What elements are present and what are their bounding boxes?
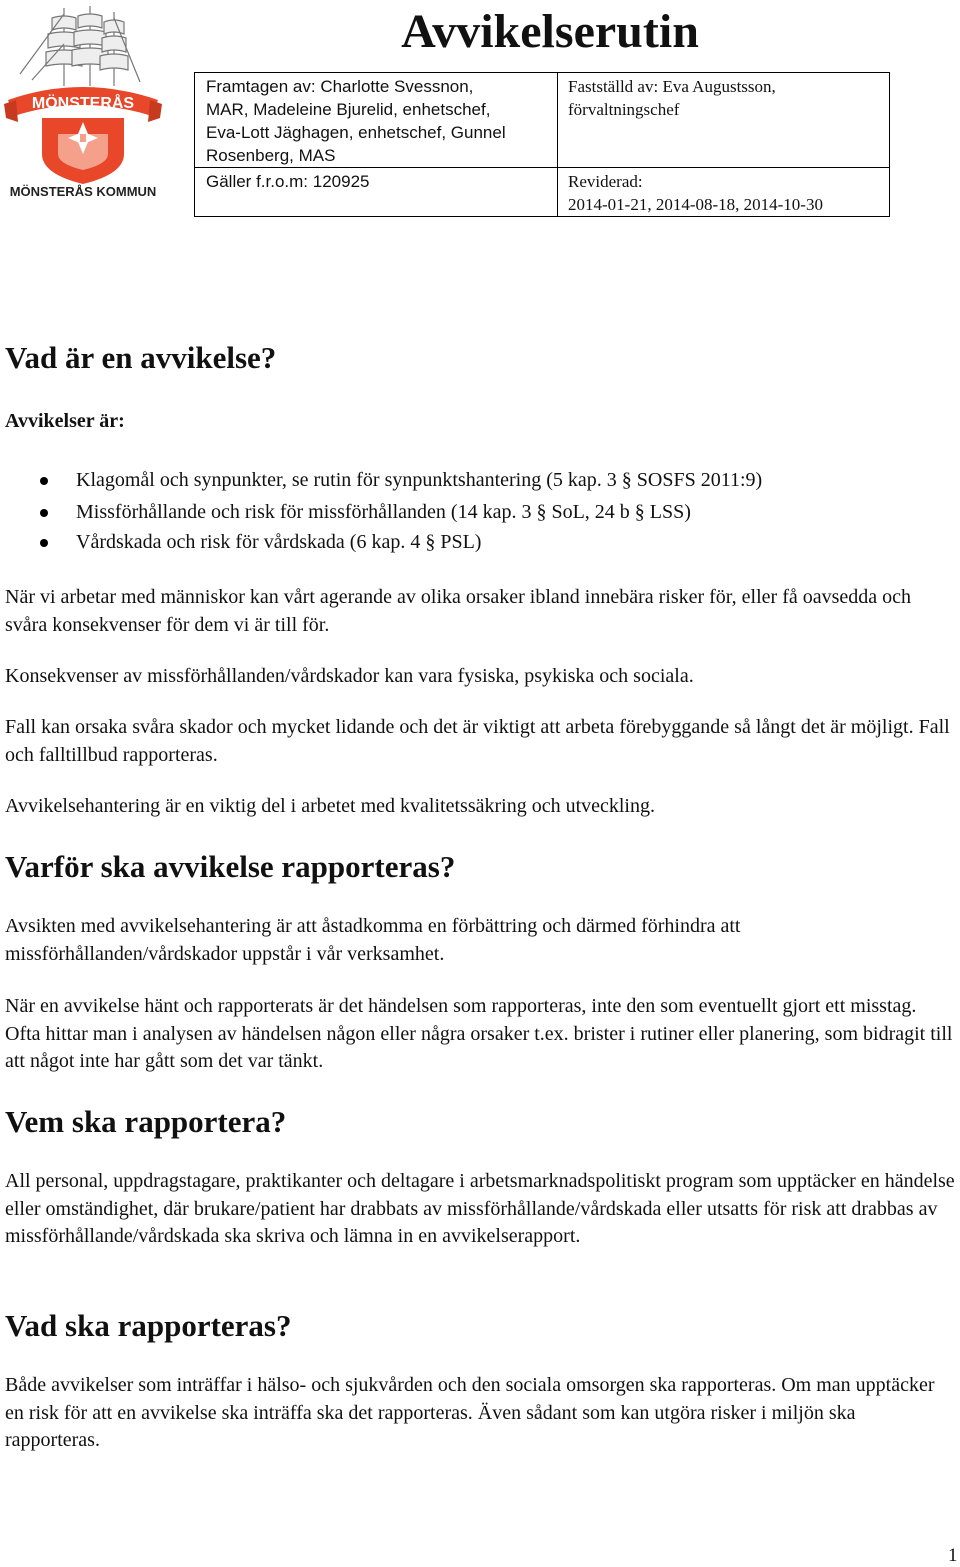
- logo-subtitle: MÖNSTERÅS KOMMUN: [9, 184, 157, 199]
- list-item: [40, 464, 762, 496]
- heading-who-reports: Vem ska rapportera?: [5, 1104, 287, 1139]
- paragraph: När en avvikelse hänt och rapporterats är det händelsen som rapporteras, inte den som eventuellt gjort ett misstag. Ofta hittar man i analysen av händelsen någon eller några orsaker t.ex. brister i rutiner eller planering, som bidragit till att något inte har gått som det var tänkt.: [5, 995, 953, 1072]
- paragraph: Avsikten med avvikelsehantering är att åstadkomma en förbättring och därmed förhindra att missförhållanden/vårdskador uppstår i vår verksamhet.: [5, 915, 741, 965]
- subheading-deviations-are: Avvikelser är:: [5, 410, 125, 432]
- list-item-text: Klagomål och synpunkter, se rutin för synpunktshantering (5 kap. 3 § SOSFS 2011:9): [76, 469, 763, 491]
- heading-what-is-deviation: Vad är en avvikelse?: [5, 340, 277, 375]
- paragraph: Konsekvenser av missförhållanden/vårdskador kan vara fysiska, psykiska och sociala.: [5, 665, 694, 687]
- valid-from: Gäller f.r.o.m: 120925: [206, 172, 370, 191]
- heading-what-to-report: Vad ska rapporteras?: [5, 1308, 292, 1343]
- prepared-by-line: Rosenberg, MAS: [206, 146, 336, 165]
- prepared-by-line: Framtagen av: Charlotte Svessnon,: [206, 77, 474, 96]
- paragraph: När vi arbetar med människor kan vårt agerande av olika orsaker ibland innebära risker för, eller få oavsedda och svåra konsekvenser för dem vi är till för.: [5, 586, 912, 636]
- paragraph: All personal, uppdragstagare, praktikanter och deltagare i arbetsmarknadspolitiskt program som upptäcker en händelse eller omständighet, där brukare/patient har drabbats av missförhållande/vårdskada eller utsatts för risk att drabbas av missförhållande/vårdskada ska skriva och lämna in en avvikelserapport.: [5, 1170, 955, 1247]
- list-item-text: Missförhållande och risk för missförhållanden (14 kap. 3 § SoL, 24 b § LSS): [76, 501, 691, 523]
- bullet-icon: [40, 477, 48, 485]
- logo-banner-text: MÖNSTERÅS: [31, 95, 135, 112]
- prepared-by-cell: [195, 73, 558, 168]
- prepared-by-line: MAR, Madeleine Bjurelid, enhetschef,: [206, 100, 491, 119]
- revised-cell: [558, 168, 890, 217]
- revised-dates: 2014-01-21, 2014-08-18, 2014-10-30: [568, 195, 823, 214]
- page-number: 1: [948, 1545, 958, 1566]
- valid-from-cell: [195, 168, 558, 217]
- paragraph: Både avvikelser som inträffar i hälso- och sjukvården och den sociala omsorgen ska rapporteras. Om man upptäcker en risk för att en avvikelse ska inträffa ska det rapporteras. Även sådant som kan utgöra risker i miljön ska rapporteras.: [5, 1374, 935, 1451]
- list-item-text: Vårdskada och risk för vårdskada (6 kap. 4 § PSL): [76, 531, 482, 553]
- revised-label: Reviderad:: [568, 172, 643, 191]
- approved-by-line: förvaltningschef: [568, 100, 680, 119]
- approved-by-cell: [558, 73, 890, 168]
- bullet-icon: [40, 509, 48, 517]
- heading-why-report: Varför ska avvikelse rapporteras?: [5, 849, 456, 884]
- paragraph: Fall kan orsaka svåra skador och mycket lidande och det är viktigt att arbeta förebyggande så långt det är möjligt. Fall och falltillbud rapporteras.: [5, 716, 950, 766]
- document-info-table: [194, 72, 890, 217]
- ship-icon: [20, 6, 140, 86]
- document-title: Avvikelserutin: [401, 5, 699, 58]
- prepared-by-line: Eva-Lott Jäghagen, enhetschef, Gunnel: [206, 123, 506, 142]
- deviation-types-list: [40, 464, 762, 558]
- bullet-icon: [40, 539, 48, 547]
- monsteras-kommun-logo: [2, 4, 164, 204]
- approved-by-line: Fastställd av: Eva Augustsson,: [568, 77, 776, 96]
- paragraph: Avvikelsehantering är en viktig del i arbetet med kvalitetssäkring och utveckling.: [5, 795, 655, 817]
- list-item: [40, 526, 762, 558]
- list-item: [40, 496, 762, 526]
